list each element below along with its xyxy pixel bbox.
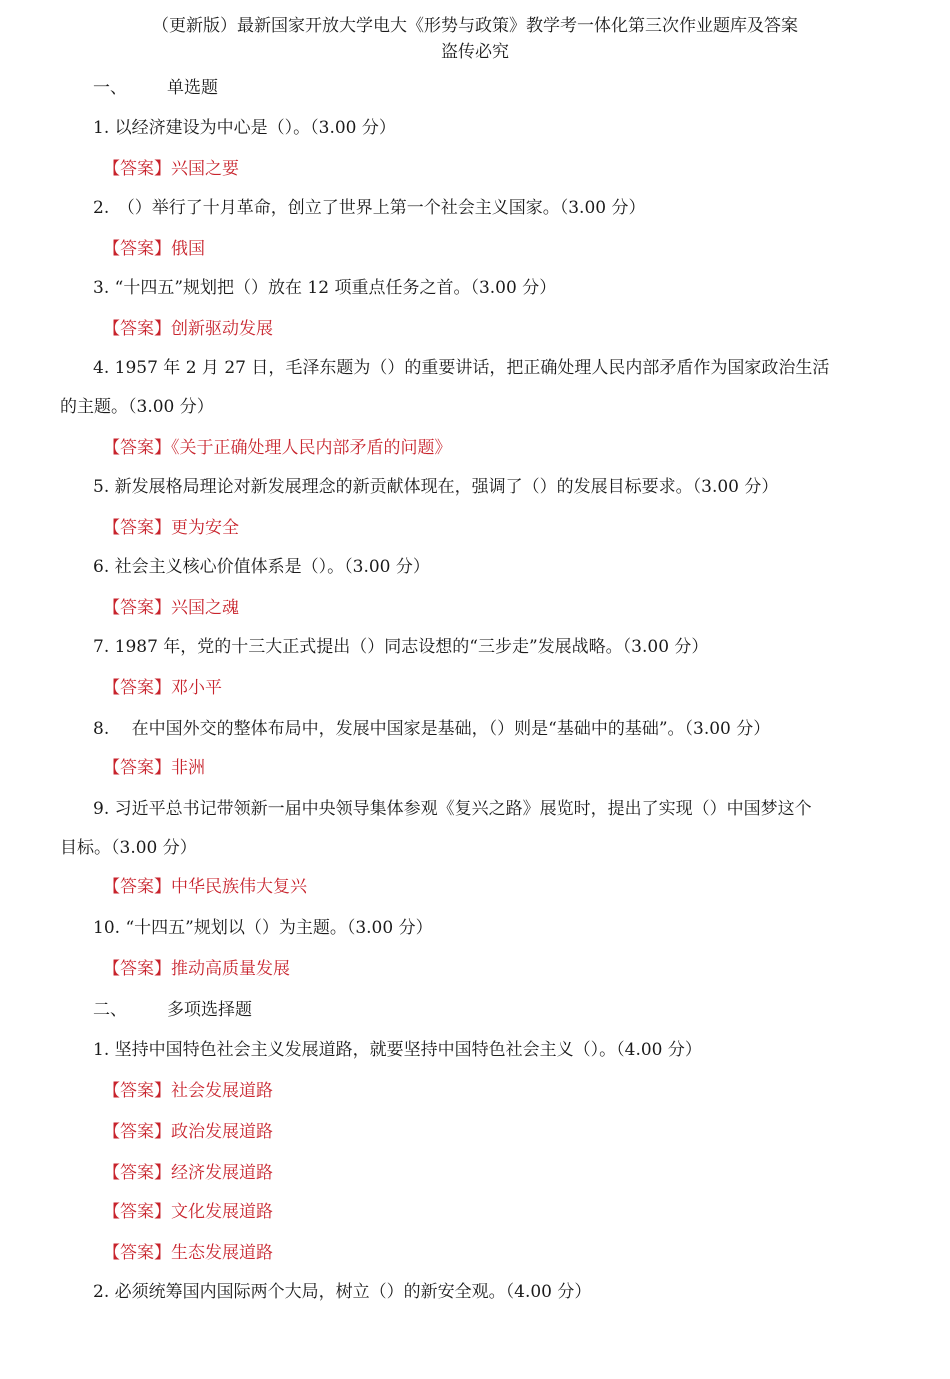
question-text-continued: 的主题。（3.00 分） bbox=[60, 397, 214, 417]
question-text: 2. 必须统筹国内国际两个大局，树立（）的新安全观。（4.00 分） bbox=[93, 1282, 592, 1302]
answer-text: 《关于正确处理人民内部矛盾的问题》 bbox=[171, 438, 452, 458]
answer-text: 邓小平 bbox=[171, 678, 222, 698]
answer-line bbox=[103, 676, 222, 700]
answer-prefix: 【答案】 bbox=[103, 1243, 171, 1263]
section-name: 多项选择题 bbox=[167, 1000, 252, 1020]
answer-prefix: 【答案】 bbox=[103, 678, 171, 698]
answer-text: 兴国之魂 bbox=[171, 598, 239, 618]
answer-line bbox=[103, 596, 239, 620]
answer-line bbox=[103, 157, 239, 181]
question-text: 7. 1987 年，党的十三大正式提出（）同志设想的“三步走”发展战略。（3.00 分） bbox=[93, 637, 709, 657]
section-name: 单选题 bbox=[167, 78, 218, 98]
answer-prefix: 【答案】 bbox=[103, 159, 171, 179]
question-text: 3. “十四五”规划把（）放在 12 项重点任务之首。（3.00 分） bbox=[93, 278, 557, 298]
section-heading-multi-choice bbox=[93, 998, 252, 1022]
answer-prefix: 【答案】 bbox=[103, 1202, 171, 1222]
question-text: 10. “十四五”规划以（）为主题。（3.00 分） bbox=[93, 918, 433, 938]
answer-text: 生态发展道路 bbox=[171, 1243, 273, 1263]
answer-line bbox=[103, 1241, 273, 1265]
answer-line bbox=[103, 1120, 273, 1144]
question-text: 9. 习近平总书记带领新一届中央领导集体参观《复兴之路》展览时，提出了实现（）中国梦这个 bbox=[93, 799, 812, 819]
answer-text: 社会发展道路 bbox=[171, 1081, 273, 1101]
answer-line bbox=[103, 436, 452, 460]
answer-text: 俄国 bbox=[171, 239, 205, 259]
answer-prefix: 【答案】 bbox=[103, 877, 171, 897]
answer-line bbox=[103, 756, 205, 780]
question-text: 6. 社会主义核心价值体系是（）。（3.00 分） bbox=[93, 557, 430, 577]
answer-text: 推动高质量发展 bbox=[171, 959, 290, 979]
answer-line bbox=[103, 957, 290, 981]
document-title: （更新版）最新国家开放大学电大《形势与政策》教学考一体化第三次作业题库及答案 bbox=[152, 16, 798, 36]
answer-text: 非洲 bbox=[171, 758, 205, 778]
question-text: 1. 坚持中国特色社会主义发展道路，就要坚持中国特色社会主义（）。（4.00 分） bbox=[93, 1040, 702, 1060]
answer-prefix: 【答案】 bbox=[103, 239, 171, 259]
answer-prefix: 【答案】 bbox=[103, 598, 171, 618]
answer-text: 中华民族伟大复兴 bbox=[171, 877, 307, 897]
answer-prefix: 【答案】 bbox=[103, 959, 171, 979]
question-text: 5. 新发展格局理论对新发展理念的新贡献体现在，强调了（）的发展目标要求。（3.00 分） bbox=[93, 477, 779, 497]
answer-text: 更为安全 bbox=[171, 518, 239, 538]
answer-prefix: 【答案】 bbox=[103, 438, 171, 458]
answer-line bbox=[103, 1079, 273, 1103]
section-number: 一、 bbox=[93, 78, 127, 98]
question-text: 1. 以经济建设为中心是（）。（3.00 分） bbox=[93, 118, 396, 138]
answer-text: 兴国之要 bbox=[171, 159, 239, 179]
document-subtitle: 盗传必究 bbox=[441, 42, 509, 62]
answer-line bbox=[103, 237, 205, 261]
answer-prefix: 【答案】 bbox=[103, 1122, 171, 1142]
answer-prefix: 【答案】 bbox=[103, 1163, 171, 1183]
section-number: 二、 bbox=[93, 1000, 127, 1020]
question-text: 4. 1957 年 2 月 27 日，毛泽东题为（）的重要讲话，把正确处理人民内部矛盾作为国家政治生活 bbox=[93, 358, 830, 378]
answer-prefix: 【答案】 bbox=[103, 518, 171, 538]
answer-prefix: 【答案】 bbox=[103, 758, 171, 778]
answer-text: 文化发展道路 bbox=[171, 1202, 273, 1222]
answer-line bbox=[103, 516, 239, 540]
question-text: 8. 在中国外交的整体布局中，发展中国家是基础，（）则是“基础中的基础”。（3.00 分） bbox=[93, 719, 771, 739]
answer-prefix: 【答案】 bbox=[103, 319, 171, 339]
answer-text: 创新驱动发展 bbox=[171, 319, 273, 339]
answer-line bbox=[103, 317, 273, 341]
answer-prefix: 【答案】 bbox=[103, 1081, 171, 1101]
answer-line bbox=[103, 1200, 273, 1224]
answer-text: 政治发展道路 bbox=[171, 1122, 273, 1142]
question-text-continued: 目标。（3.00 分） bbox=[60, 838, 197, 858]
question-text: 2. （）举行了十月革命，创立了世界上第一个社会主义国家。（3.00 分） bbox=[93, 198, 646, 218]
answer-line bbox=[103, 875, 307, 899]
answer-text: 经济发展道路 bbox=[171, 1163, 273, 1183]
section-heading-single-choice bbox=[93, 76, 218, 100]
answer-line bbox=[103, 1161, 273, 1185]
